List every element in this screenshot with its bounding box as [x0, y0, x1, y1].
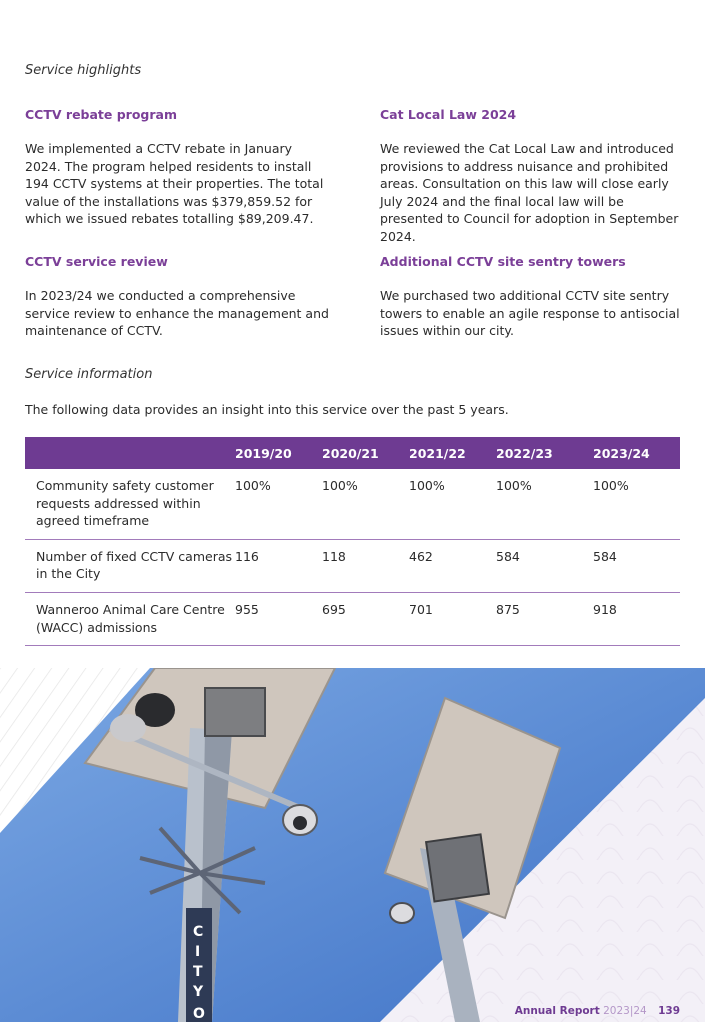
- svg-text:O: O: [193, 1006, 205, 1022]
- svg-text:Y: Y: [193, 984, 204, 1000]
- table-cell: 462: [409, 539, 496, 592]
- cctv-tower-illustration: [0, 668, 705, 1022]
- table-cell: 695: [322, 592, 409, 645]
- pole-signage: [186, 908, 212, 1022]
- intro-text: The following data provides an insight into this service over the past 5 years.: [25, 402, 509, 417]
- footer-title: Annual Report: [514, 1005, 600, 1017]
- section-cat-local-law: [380, 107, 685, 246]
- section-title: CCTV service review: [25, 254, 168, 269]
- section-cctv-service-review: [25, 254, 330, 340]
- svg-text:T: T: [193, 964, 203, 980]
- svg-text:C: C: [193, 924, 204, 940]
- cctv-tower-photo: [0, 668, 705, 1022]
- section-cctv-rebate: [25, 107, 330, 228]
- table-header-row: [25, 437, 680, 469]
- table-cell: 955: [235, 592, 322, 645]
- section-body: We reviewed the Cat Local Law and introduced provisions to address nuisance and prohibited areas. Consultation on this law will close early July 2024 and the final local law will be presented to Council for adoption in September 2024.: [380, 141, 679, 244]
- row-label: Number of fixed CCTV cameras in the City: [25, 539, 235, 592]
- footer-year: 2023|24: [603, 1005, 647, 1017]
- table-header-cell: 2021/22: [409, 445, 466, 461]
- table-cell: 100%: [496, 469, 593, 539]
- page-footer: [515, 1005, 680, 1017]
- table-cell: 100%: [409, 469, 496, 539]
- camera-bullet-housing: [110, 714, 146, 742]
- table-cell: 875: [496, 592, 593, 645]
- table-cell: 100%: [235, 469, 322, 539]
- table-cell: 100%: [322, 469, 409, 539]
- table-cell: 584: [593, 539, 680, 592]
- section-sentry-towers: [380, 254, 685, 340]
- dome-camera-right: [390, 903, 414, 923]
- row-label: Community safety customer requests addressed within agreed timeframe: [25, 469, 235, 539]
- table-cell: 118: [322, 539, 409, 592]
- section-title: Additional CCTV site sentry towers: [380, 254, 626, 269]
- table-header-empty: [25, 437, 235, 469]
- service-information-heading: Service information: [25, 367, 153, 382]
- table-row: [25, 592, 680, 645]
- control-box-right: [426, 834, 489, 901]
- table-header-cell: 2023/24: [593, 445, 650, 461]
- table-cell: 918: [593, 592, 680, 645]
- dome-camera-lens: [293, 816, 307, 830]
- section-body: In 2023/24 we conducted a comprehensive service review to enhance the management and maintenance of CCTV.: [25, 288, 329, 339]
- service-data-table: [25, 437, 680, 646]
- table-row: [25, 539, 680, 592]
- control-box-left: [205, 688, 265, 736]
- section-body: We implemented a CCTV rebate in January 2024. The program helped residents to install 194 CCTV systems at their properties. The total value of the installations was $379,859.52 for which we issued rebates totalling $89,209.47.: [25, 141, 324, 227]
- table-cell: 100%: [593, 469, 680, 539]
- table-header-cell: 2019/20: [235, 445, 292, 461]
- svg-text:I: I: [195, 944, 201, 960]
- section-body: We purchased two additional CCTV site sentry towers to enable an agile response to antisocial issues within our city.: [380, 288, 680, 339]
- table-header-cell: 2020/21: [322, 445, 379, 461]
- table-header-cell: 2022/23: [496, 445, 553, 461]
- section-title: Cat Local Law 2024: [380, 107, 517, 122]
- page-number: 139: [658, 1005, 680, 1017]
- section-title: CCTV rebate program: [25, 107, 178, 122]
- table-cell: 584: [496, 539, 593, 592]
- row-label: Wanneroo Animal Care Centre (WACC) admissions: [25, 592, 235, 645]
- service-highlights-heading: Service highlights: [25, 63, 142, 78]
- table-cell: 116: [235, 539, 322, 592]
- table-cell: 701: [409, 592, 496, 645]
- table-row: [25, 469, 680, 539]
